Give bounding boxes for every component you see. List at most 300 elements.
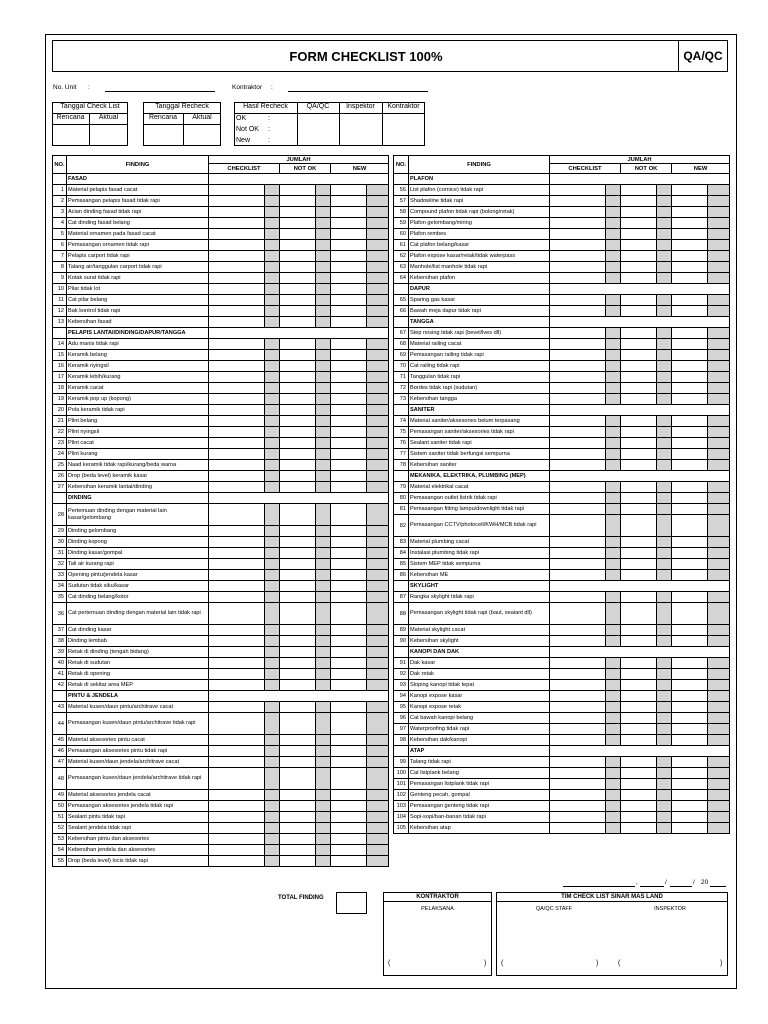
new-cell[interactable]	[331, 339, 367, 350]
checklist-cell[interactable]	[209, 581, 265, 592]
notok-cell[interactable]	[280, 229, 316, 240]
notok-cell[interactable]	[280, 526, 316, 537]
kontraktor-field[interactable]	[288, 91, 428, 92]
notok-cell[interactable]	[280, 845, 316, 856]
notok-cell[interactable]	[621, 504, 657, 515]
checklist-cell[interactable]	[550, 372, 606, 383]
checklist-cell[interactable]	[209, 471, 265, 482]
new-cell[interactable]	[672, 328, 708, 339]
new-cell[interactable]	[331, 350, 367, 361]
notok-cell[interactable]	[280, 207, 316, 218]
checklist-cell[interactable]	[209, 449, 265, 460]
checklist-cell[interactable]	[550, 361, 606, 372]
new-cell[interactable]	[672, 251, 708, 262]
notok-cell[interactable]	[621, 251, 657, 262]
checklist-cell[interactable]	[550, 306, 606, 317]
checklist-cell[interactable]	[550, 185, 606, 196]
new-cell[interactable]	[331, 680, 367, 691]
new-cell[interactable]	[331, 603, 367, 625]
new-cell[interactable]	[672, 240, 708, 251]
notok-cell[interactable]	[621, 438, 657, 449]
checklist-cell[interactable]	[209, 658, 265, 669]
date-month-field[interactable]	[670, 886, 692, 887]
new-cell[interactable]	[672, 482, 708, 493]
notok-cell[interactable]	[280, 592, 316, 603]
checklist-cell[interactable]	[550, 383, 606, 394]
checklist-cell[interactable]	[550, 713, 606, 724]
new-cell[interactable]	[672, 427, 708, 438]
notok-cell[interactable]	[621, 394, 657, 405]
new-cell[interactable]	[331, 559, 367, 570]
new-cell[interactable]	[331, 834, 367, 845]
new-cell[interactable]	[331, 284, 367, 295]
checklist-cell[interactable]	[550, 757, 606, 768]
new-cell[interactable]	[672, 548, 708, 559]
notok-cell[interactable]	[280, 647, 316, 658]
checklist-cell[interactable]	[550, 504, 606, 515]
checklist-cell[interactable]	[550, 537, 606, 548]
notok-cell[interactable]	[621, 801, 657, 812]
new-cell[interactable]	[672, 735, 708, 746]
notok-cell[interactable]	[280, 790, 316, 801]
checklist-cell[interactable]	[209, 339, 265, 350]
new-cell[interactable]	[672, 559, 708, 570]
new-cell[interactable]	[331, 702, 367, 713]
checklist-cell[interactable]	[209, 306, 265, 317]
notok-cell[interactable]	[280, 218, 316, 229]
checklist-cell[interactable]	[550, 207, 606, 218]
new-cell[interactable]	[331, 394, 367, 405]
notok-cell[interactable]	[280, 438, 316, 449]
checklist-cell[interactable]	[209, 680, 265, 691]
checklist-cell[interactable]	[550, 482, 606, 493]
checklist-cell[interactable]	[550, 394, 606, 405]
new-cell[interactable]	[331, 240, 367, 251]
checklist-cell[interactable]	[209, 537, 265, 548]
notok-cell[interactable]	[280, 537, 316, 548]
notok-cell[interactable]	[280, 812, 316, 823]
checklist-cell[interactable]	[209, 482, 265, 493]
checklist-cell[interactable]	[550, 449, 606, 460]
notok-cell[interactable]	[280, 757, 316, 768]
notok-cell[interactable]	[621, 658, 657, 669]
new-cell[interactable]	[331, 460, 367, 471]
new-cell[interactable]	[672, 801, 708, 812]
notok-cell[interactable]	[280, 823, 316, 834]
new-cell[interactable]	[331, 570, 367, 581]
new-cell[interactable]	[672, 306, 708, 317]
notok-cell[interactable]	[621, 592, 657, 603]
new-cell[interactable]	[672, 273, 708, 284]
date-day-field[interactable]	[640, 886, 664, 887]
new-cell[interactable]	[672, 218, 708, 229]
checklist-cell[interactable]	[209, 812, 265, 823]
new-cell[interactable]	[672, 592, 708, 603]
notok-cell[interactable]	[621, 570, 657, 581]
new-cell[interactable]	[672, 603, 708, 625]
new-cell[interactable]	[672, 625, 708, 636]
notok-cell[interactable]	[621, 493, 657, 504]
new-cell[interactable]	[331, 251, 367, 262]
checklist-cell[interactable]	[209, 207, 265, 218]
no-unit-field[interactable]	[105, 91, 215, 92]
new-cell[interactable]	[331, 581, 367, 592]
checklist-cell[interactable]	[209, 361, 265, 372]
new-cell[interactable]	[672, 636, 708, 647]
notok-cell[interactable]	[280, 680, 316, 691]
new-cell[interactable]	[672, 493, 708, 504]
new-cell[interactable]	[331, 856, 367, 867]
notok-cell[interactable]	[621, 768, 657, 779]
checklist-cell[interactable]	[550, 724, 606, 735]
checklist-cell[interactable]	[209, 284, 265, 295]
new-cell[interactable]	[672, 702, 708, 713]
checklist-cell[interactable]	[550, 295, 606, 306]
notok-cell[interactable]	[621, 735, 657, 746]
notok-cell[interactable]	[621, 196, 657, 207]
checklist-cell[interactable]	[550, 460, 606, 471]
notok-cell[interactable]	[280, 735, 316, 746]
checklist-cell[interactable]	[209, 262, 265, 273]
new-cell[interactable]	[331, 636, 367, 647]
notok-cell[interactable]	[280, 284, 316, 295]
tim-checklist-signature-box[interactable]	[496, 892, 728, 976]
checklist-cell[interactable]	[550, 427, 606, 438]
new-cell[interactable]	[331, 504, 367, 526]
checklist-cell[interactable]	[209, 438, 265, 449]
checklist-cell[interactable]	[209, 229, 265, 240]
notok-cell[interactable]	[621, 680, 657, 691]
checklist-cell[interactable]	[209, 669, 265, 680]
notok-cell[interactable]	[621, 724, 657, 735]
checklist-cell[interactable]	[550, 328, 606, 339]
checklist-cell[interactable]	[550, 658, 606, 669]
notok-cell[interactable]	[621, 515, 657, 537]
notok-cell[interactable]	[621, 713, 657, 724]
notok-cell[interactable]	[621, 757, 657, 768]
notok-cell[interactable]	[280, 548, 316, 559]
notok-cell[interactable]	[621, 790, 657, 801]
notok-cell[interactable]	[621, 361, 657, 372]
new-cell[interactable]	[331, 647, 367, 658]
notok-cell[interactable]	[280, 350, 316, 361]
notok-cell[interactable]	[280, 383, 316, 394]
new-cell[interactable]	[331, 185, 367, 196]
checklist-cell[interactable]	[209, 416, 265, 427]
new-cell[interactable]	[331, 449, 367, 460]
new-cell[interactable]	[331, 207, 367, 218]
notok-cell[interactable]	[280, 295, 316, 306]
new-cell[interactable]	[672, 515, 708, 537]
notok-cell[interactable]	[280, 240, 316, 251]
notok-cell[interactable]	[280, 416, 316, 427]
notok-cell[interactable]	[621, 273, 657, 284]
new-cell[interactable]	[331, 482, 367, 493]
notok-cell[interactable]	[280, 306, 316, 317]
notok-cell[interactable]	[621, 218, 657, 229]
new-cell[interactable]	[672, 350, 708, 361]
new-cell[interactable]	[331, 812, 367, 823]
notok-cell[interactable]	[621, 262, 657, 273]
new-cell[interactable]	[672, 229, 708, 240]
notok-cell[interactable]	[280, 746, 316, 757]
checklist-cell[interactable]	[550, 548, 606, 559]
new-cell[interactable]	[672, 383, 708, 394]
checklist-cell[interactable]	[209, 592, 265, 603]
notok-cell[interactable]	[280, 273, 316, 284]
new-cell[interactable]	[331, 471, 367, 482]
notok-cell[interactable]	[621, 548, 657, 559]
checklist-cell[interactable]	[550, 592, 606, 603]
checklist-cell[interactable]	[209, 317, 265, 328]
checklist-cell[interactable]	[550, 691, 606, 702]
checklist-cell[interactable]	[209, 196, 265, 207]
notok-cell[interactable]	[621, 306, 657, 317]
total-finding-box[interactable]	[336, 892, 367, 914]
checklist-cell[interactable]	[209, 394, 265, 405]
kontraktor-signature-box[interactable]	[383, 892, 492, 976]
checklist-cell[interactable]	[550, 702, 606, 713]
new-cell[interactable]	[331, 383, 367, 394]
new-cell[interactable]	[672, 570, 708, 581]
checklist-cell[interactable]	[209, 757, 265, 768]
notok-cell[interactable]	[280, 559, 316, 570]
notok-cell[interactable]	[621, 207, 657, 218]
checklist-cell[interactable]	[209, 350, 265, 361]
notok-cell[interactable]	[621, 537, 657, 548]
notok-cell[interactable]	[621, 185, 657, 196]
new-cell[interactable]	[672, 658, 708, 669]
checklist-cell[interactable]	[209, 768, 265, 790]
checklist-cell[interactable]	[209, 735, 265, 746]
notok-cell[interactable]	[621, 416, 657, 427]
notok-cell[interactable]	[280, 449, 316, 460]
notok-cell[interactable]	[621, 779, 657, 790]
new-cell[interactable]	[672, 416, 708, 427]
checklist-cell[interactable]	[209, 603, 265, 625]
new-cell[interactable]	[672, 339, 708, 350]
checklist-cell[interactable]	[550, 262, 606, 273]
notok-cell[interactable]	[280, 669, 316, 680]
notok-cell[interactable]	[621, 823, 657, 834]
new-cell[interactable]	[331, 757, 367, 768]
new-cell[interactable]	[672, 449, 708, 460]
new-cell[interactable]	[672, 537, 708, 548]
new-cell[interactable]	[331, 548, 367, 559]
checklist-cell[interactable]	[209, 647, 265, 658]
checklist-cell[interactable]	[550, 438, 606, 449]
notok-cell[interactable]	[280, 702, 316, 713]
new-cell[interactable]	[672, 724, 708, 735]
notok-cell[interactable]	[280, 581, 316, 592]
notok-cell[interactable]	[280, 471, 316, 482]
checklist-cell[interactable]	[209, 702, 265, 713]
new-cell[interactable]	[672, 372, 708, 383]
new-cell[interactable]	[672, 185, 708, 196]
new-cell[interactable]	[331, 317, 367, 328]
checklist-cell[interactable]	[209, 559, 265, 570]
notok-cell[interactable]	[280, 801, 316, 812]
new-cell[interactable]	[331, 746, 367, 757]
notok-cell[interactable]	[280, 834, 316, 845]
checklist-cell[interactable]	[550, 636, 606, 647]
checklist-cell[interactable]	[209, 790, 265, 801]
new-cell[interactable]	[672, 196, 708, 207]
new-cell[interactable]	[672, 438, 708, 449]
notok-cell[interactable]	[621, 240, 657, 251]
checklist-cell[interactable]	[550, 416, 606, 427]
checklist-cell[interactable]	[550, 603, 606, 625]
checklist-cell[interactable]	[550, 559, 606, 570]
new-cell[interactable]	[331, 801, 367, 812]
notok-cell[interactable]	[621, 295, 657, 306]
notok-cell[interactable]	[621, 482, 657, 493]
checklist-cell[interactable]	[550, 680, 606, 691]
notok-cell[interactable]	[280, 570, 316, 581]
notok-cell[interactable]	[280, 427, 316, 438]
new-cell[interactable]	[672, 768, 708, 779]
new-cell[interactable]	[672, 680, 708, 691]
new-cell[interactable]	[331, 845, 367, 856]
new-cell[interactable]	[331, 438, 367, 449]
checklist-cell[interactable]	[550, 350, 606, 361]
notok-cell[interactable]	[280, 372, 316, 383]
new-cell[interactable]	[672, 295, 708, 306]
notok-cell[interactable]	[280, 856, 316, 867]
notok-cell[interactable]	[621, 636, 657, 647]
date-year-field[interactable]	[710, 886, 726, 887]
notok-cell[interactable]	[621, 350, 657, 361]
new-cell[interactable]	[672, 779, 708, 790]
notok-cell[interactable]	[621, 229, 657, 240]
new-cell[interactable]	[672, 812, 708, 823]
checklist-cell[interactable]	[550, 823, 606, 834]
notok-cell[interactable]	[280, 460, 316, 471]
checklist-cell[interactable]	[209, 383, 265, 394]
checklist-cell[interactable]	[550, 779, 606, 790]
checklist-cell[interactable]	[550, 570, 606, 581]
new-cell[interactable]	[672, 361, 708, 372]
checklist-cell[interactable]	[209, 570, 265, 581]
new-cell[interactable]	[672, 207, 708, 218]
checklist-cell[interactable]	[209, 713, 265, 735]
notok-cell[interactable]	[280, 636, 316, 647]
checklist-cell[interactable]	[550, 493, 606, 504]
new-cell[interactable]	[672, 394, 708, 405]
notok-cell[interactable]	[621, 449, 657, 460]
new-cell[interactable]	[331, 669, 367, 680]
checklist-cell[interactable]	[550, 625, 606, 636]
checklist-cell[interactable]	[550, 196, 606, 207]
new-cell[interactable]	[331, 229, 367, 240]
notok-cell[interactable]	[280, 603, 316, 625]
notok-cell[interactable]	[280, 262, 316, 273]
new-cell[interactable]	[331, 526, 367, 537]
new-cell[interactable]	[672, 823, 708, 834]
checklist-cell[interactable]	[550, 273, 606, 284]
new-cell[interactable]	[331, 361, 367, 372]
new-cell[interactable]	[331, 405, 367, 416]
notok-cell[interactable]	[621, 702, 657, 713]
new-cell[interactable]	[331, 306, 367, 317]
checklist-cell[interactable]	[550, 812, 606, 823]
checklist-cell[interactable]	[209, 218, 265, 229]
new-cell[interactable]	[331, 713, 367, 735]
new-cell[interactable]	[672, 504, 708, 515]
new-cell[interactable]	[672, 790, 708, 801]
checklist-cell[interactable]	[550, 669, 606, 680]
checklist-cell[interactable]	[209, 856, 265, 867]
notok-cell[interactable]	[621, 383, 657, 394]
notok-cell[interactable]	[280, 658, 316, 669]
checklist-cell[interactable]	[209, 251, 265, 262]
notok-cell[interactable]	[280, 713, 316, 735]
new-cell[interactable]	[331, 427, 367, 438]
new-cell[interactable]	[672, 713, 708, 724]
checklist-cell[interactable]	[209, 372, 265, 383]
checklist-cell[interactable]	[550, 240, 606, 251]
notok-cell[interactable]	[621, 691, 657, 702]
new-cell[interactable]	[331, 735, 367, 746]
new-cell[interactable]	[672, 460, 708, 471]
checklist-cell[interactable]	[550, 768, 606, 779]
new-cell[interactable]	[331, 416, 367, 427]
notok-cell[interactable]	[621, 559, 657, 570]
notok-cell[interactable]	[621, 625, 657, 636]
new-cell[interactable]	[331, 218, 367, 229]
notok-cell[interactable]	[280, 394, 316, 405]
checklist-cell[interactable]	[209, 273, 265, 284]
checklist-cell[interactable]	[550, 515, 606, 537]
new-cell[interactable]	[331, 295, 367, 306]
new-cell[interactable]	[331, 625, 367, 636]
new-cell[interactable]	[331, 768, 367, 790]
checklist-cell[interactable]	[550, 735, 606, 746]
notok-cell[interactable]	[280, 482, 316, 493]
new-cell[interactable]	[331, 592, 367, 603]
checklist-cell[interactable]	[209, 625, 265, 636]
checklist-cell[interactable]	[209, 834, 265, 845]
new-cell[interactable]	[331, 658, 367, 669]
new-cell[interactable]	[331, 273, 367, 284]
checklist-cell[interactable]	[209, 548, 265, 559]
new-cell[interactable]	[672, 757, 708, 768]
notok-cell[interactable]	[280, 405, 316, 416]
notok-cell[interactable]	[621, 603, 657, 625]
notok-cell[interactable]	[621, 339, 657, 350]
new-cell[interactable]	[331, 196, 367, 207]
checklist-cell[interactable]	[550, 218, 606, 229]
notok-cell[interactable]	[621, 460, 657, 471]
checklist-cell[interactable]	[209, 746, 265, 757]
new-cell[interactable]	[331, 537, 367, 548]
checklist-cell[interactable]	[209, 504, 265, 526]
checklist-cell[interactable]	[209, 185, 265, 196]
new-cell[interactable]	[331, 823, 367, 834]
notok-cell[interactable]	[621, 812, 657, 823]
new-cell[interactable]	[331, 790, 367, 801]
checklist-cell[interactable]	[550, 229, 606, 240]
checklist-cell[interactable]	[209, 460, 265, 471]
checklist-cell[interactable]	[550, 801, 606, 812]
checklist-cell[interactable]	[209, 427, 265, 438]
notok-cell[interactable]	[280, 251, 316, 262]
checklist-cell[interactable]	[209, 801, 265, 812]
notok-cell[interactable]	[280, 768, 316, 790]
notok-cell[interactable]	[280, 339, 316, 350]
notok-cell[interactable]	[280, 625, 316, 636]
checklist-cell[interactable]	[209, 405, 265, 416]
